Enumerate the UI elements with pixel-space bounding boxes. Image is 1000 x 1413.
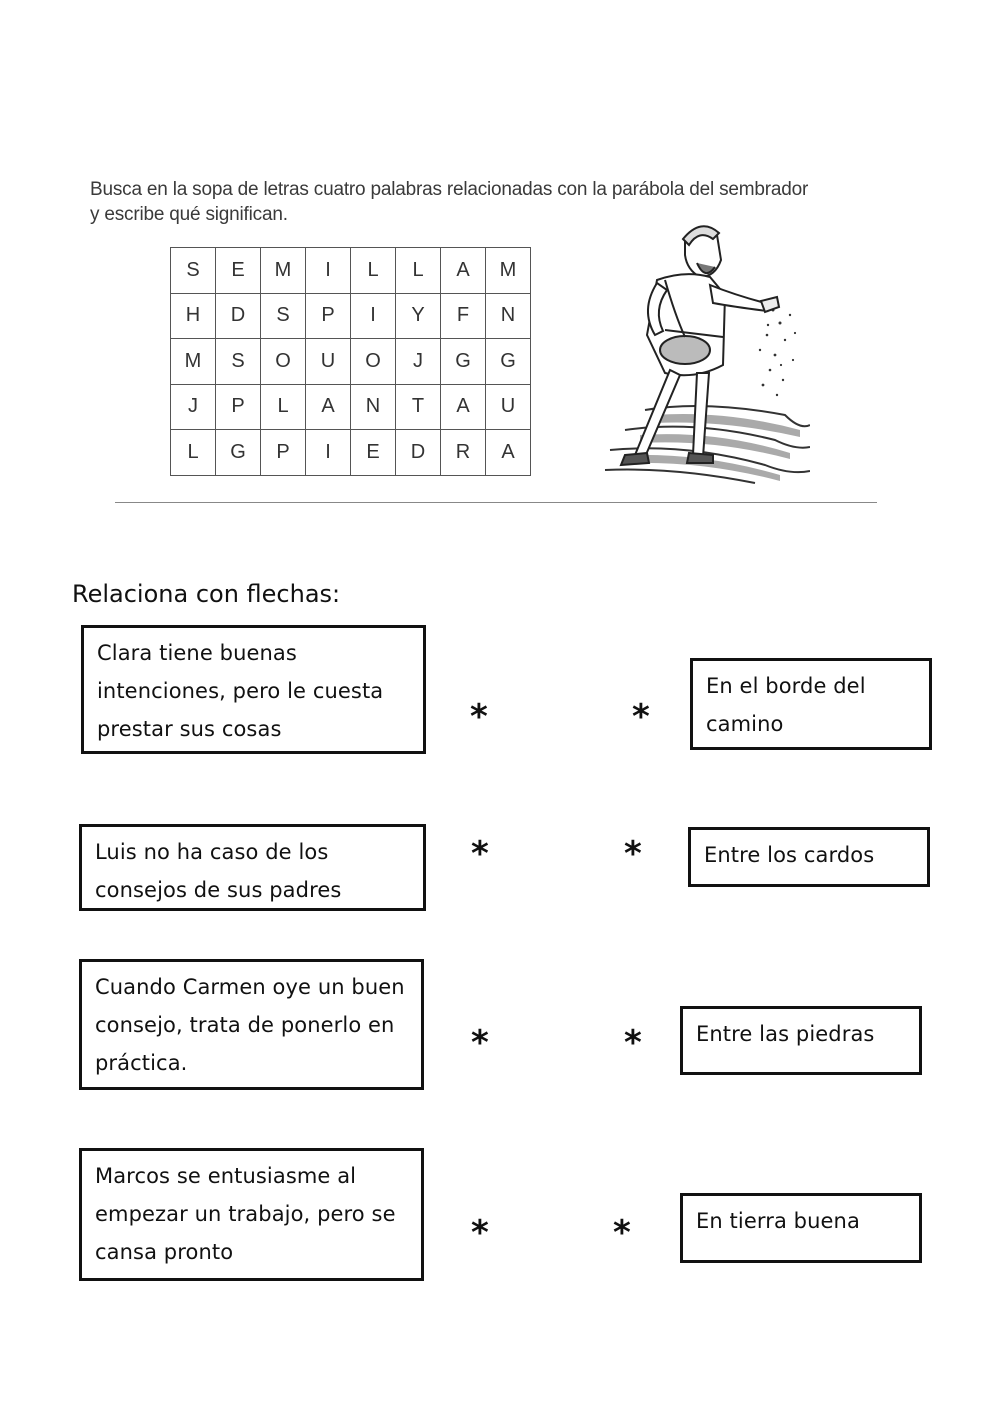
- instructions-line-2: y escribe qué significan.: [90, 204, 288, 225]
- left-box-1[interactable]: [81, 625, 426, 754]
- grid-row: [171, 384, 531, 430]
- right-box-4-line-1: En tierra buena: [696, 1209, 860, 1233]
- grid-cell[interactable]: F: [441, 293, 486, 339]
- left-box-2-line-2: consejos de sus padres: [95, 878, 342, 902]
- grid-cell[interactable]: A: [486, 430, 531, 476]
- grid-cell[interactable]: O: [261, 339, 306, 385]
- sower-illustration: [585, 215, 810, 490]
- grid-row: [171, 248, 531, 294]
- grid-cell[interactable]: L: [351, 248, 396, 294]
- left-star-2[interactable]: *: [471, 834, 489, 874]
- right-box-1-line-2: camino: [706, 712, 784, 736]
- grid-cell[interactable]: S: [216, 339, 261, 385]
- grid-cell[interactable]: H: [171, 293, 216, 339]
- left-box-4-line-2: empezar un trabajo, pero se: [95, 1202, 396, 1226]
- left-box-3-line-3: práctica.: [95, 1051, 188, 1075]
- grid-row: [171, 339, 531, 385]
- right-box-4[interactable]: [680, 1193, 922, 1263]
- right-box-1[interactable]: [690, 658, 932, 750]
- grid-cell[interactable]: L: [261, 384, 306, 430]
- grid-cell[interactable]: N: [486, 293, 531, 339]
- left-star-1[interactable]: *: [470, 697, 488, 737]
- grid-cell[interactable]: I: [306, 248, 351, 294]
- left-box-4-line-1: Marcos se entusiasme al: [95, 1164, 357, 1188]
- left-box-2[interactable]: [79, 824, 426, 911]
- word-search-grid: [170, 247, 531, 476]
- grid-cell[interactable]: N: [351, 384, 396, 430]
- grid-cell[interactable]: E: [216, 248, 261, 294]
- left-box-1-line-2: intenciones, pero le cuesta: [97, 679, 384, 703]
- grid-cell[interactable]: P: [216, 384, 261, 430]
- grid-cell[interactable]: I: [306, 430, 351, 476]
- right-box-2-line-1: Entre los cardos: [704, 843, 875, 867]
- grid-cell[interactable]: G: [216, 430, 261, 476]
- grid-cell[interactable]: I: [351, 293, 396, 339]
- grid-cell[interactable]: P: [261, 430, 306, 476]
- grid-row: [171, 293, 531, 339]
- left-box-3[interactable]: [79, 959, 424, 1090]
- right-star-3[interactable]: *: [624, 1023, 642, 1063]
- left-box-3-line-2: consejo, trata de ponerlo en: [95, 1013, 395, 1037]
- grid-cell[interactable]: L: [396, 248, 441, 294]
- grid-cell[interactable]: E: [351, 430, 396, 476]
- section-divider: [115, 502, 877, 503]
- left-box-4[interactable]: [79, 1148, 424, 1281]
- grid-cell[interactable]: L: [171, 430, 216, 476]
- grid-cell[interactable]: M: [261, 248, 306, 294]
- grid-cell[interactable]: A: [306, 384, 351, 430]
- right-star-1[interactable]: *: [632, 697, 650, 737]
- grid-cell[interactable]: U: [486, 384, 531, 430]
- grid-cell[interactable]: O: [351, 339, 396, 385]
- left-box-1-line-1: Clara tiene buenas: [97, 641, 297, 665]
- left-box-3-line-1: Cuando Carmen oye un buen: [95, 975, 405, 999]
- matching-heading: Relaciona con flechas:: [72, 580, 341, 608]
- grid-cell[interactable]: S: [171, 248, 216, 294]
- grid-cell[interactable]: M: [486, 248, 531, 294]
- grid-cell[interactable]: D: [216, 293, 261, 339]
- grid-cell[interactable]: J: [171, 384, 216, 430]
- right-box-2[interactable]: [688, 827, 930, 887]
- grid-cell[interactable]: Y: [396, 293, 441, 339]
- left-box-4-line-3: cansa pronto: [95, 1240, 234, 1264]
- grid-cell[interactable]: S: [261, 293, 306, 339]
- left-box-1-line-3: prestar sus cosas: [97, 717, 282, 741]
- right-box-3-line-1: Entre las piedras: [696, 1022, 875, 1046]
- left-box-2-line-1: Luis no ha caso de los: [95, 840, 329, 864]
- grid-row: [171, 430, 531, 476]
- grid-cell[interactable]: R: [441, 430, 486, 476]
- right-box-1-line-1: En el borde del: [706, 674, 866, 698]
- grid-cell[interactable]: D: [396, 430, 441, 476]
- instructions-line-1: Busca en la sopa de letras cuatro palabras relacionadas con la parábola del sembrador: [90, 179, 809, 200]
- grid-cell[interactable]: G: [441, 339, 486, 385]
- grid-cell[interactable]: P: [306, 293, 351, 339]
- grid-cell[interactable]: M: [171, 339, 216, 385]
- grid-cell[interactable]: G: [486, 339, 531, 385]
- grid-cell[interactable]: A: [441, 248, 486, 294]
- grid-cell[interactable]: J: [396, 339, 441, 385]
- grid-cell[interactable]: A: [441, 384, 486, 430]
- right-star-4[interactable]: *: [613, 1213, 631, 1253]
- left-star-3[interactable]: *: [471, 1023, 489, 1063]
- right-star-2[interactable]: *: [624, 834, 642, 874]
- right-box-3[interactable]: [680, 1006, 922, 1075]
- left-star-4[interactable]: *: [471, 1213, 489, 1253]
- grid-cell[interactable]: U: [306, 339, 351, 385]
- grid-cell[interactable]: T: [396, 384, 441, 430]
